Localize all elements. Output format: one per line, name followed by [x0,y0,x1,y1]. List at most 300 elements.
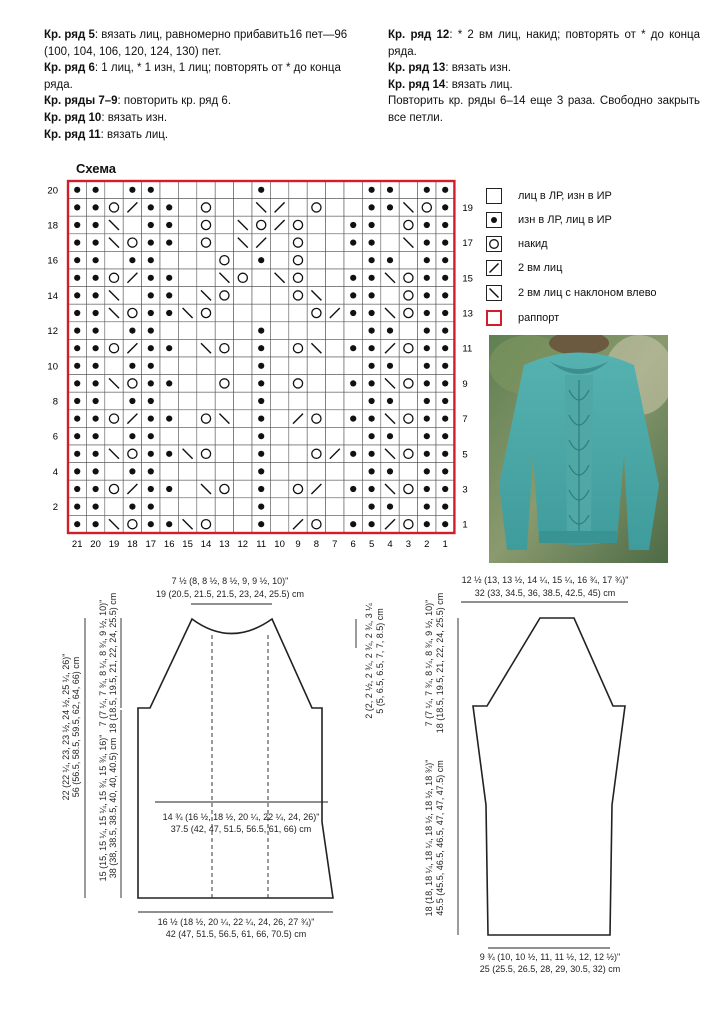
dot-icon [442,521,448,527]
sweater-photo [489,335,668,563]
column-label: 14 [200,539,212,550]
dot-icon [93,187,99,193]
dot-icon [350,240,356,246]
chart-cell [326,269,344,287]
chart-cell [307,427,325,445]
dot-icon [93,468,99,474]
chart-cell [178,357,196,375]
dot-icon [442,363,448,369]
dot-icon [148,204,154,210]
dot-icon [74,204,80,210]
chart-cell [289,304,307,322]
dim-sleeve-top-cm: 32 (33, 34.5, 36, 38.5, 42.5, 45) cm [474,588,616,598]
legend-item [486,186,612,206]
chart-cell [178,375,196,393]
dot-icon [74,451,80,457]
dim-armhole-in: 7 (7 ¼, 7 ¾, 8 ¼, 8 ¾, 9 ½, 10)" [98,599,108,727]
chart-cell [270,480,288,498]
dot-icon [166,222,172,228]
dot-icon [387,257,393,263]
column-label: 21 [71,539,83,550]
chart-cell [289,269,307,287]
dot-icon [74,292,80,298]
column-label: 8 [313,539,320,550]
dot-icon [424,468,430,474]
dot-icon [350,292,356,298]
chart-cell [270,357,288,375]
chart-cell [289,287,307,305]
dot-icon [387,204,393,210]
dot-icon [369,328,375,334]
dot-icon [369,310,375,316]
dim-neck-cm: 5 (5, 6.5, 6.5, 7, 7, 8.5) cm [375,608,385,714]
dim-cuff-cm: 25 (25.5, 26.5, 28, 29, 30.5, 32) cm [479,964,621,974]
row-text: : вязать изн. [445,62,512,75]
chart-cell [234,322,252,340]
dot-icon [369,257,375,263]
chart-cell [215,463,233,481]
column-label: 5 [368,539,375,550]
chart-cell [270,322,288,340]
dot-icon [424,380,430,386]
dot-icon [369,187,375,193]
dot-icon [369,486,375,492]
chart-cell [234,181,252,199]
chart-cell [270,304,288,322]
dot-icon [148,433,154,439]
chart-cell [215,375,233,393]
chart-cell [399,410,417,428]
chart-cell [326,463,344,481]
dot-icon [442,275,448,281]
row-label-left: 20 [47,185,58,197]
chart-cell [105,322,123,340]
legend-label: раппорт [518,312,560,324]
chart-cell [307,181,325,199]
chart-cell [307,375,325,393]
chart-cell [160,322,178,340]
chart-cell [307,322,325,340]
dot-icon [148,275,154,281]
chart-cell [105,199,123,217]
column-label: 12 [237,539,249,550]
dot-icon [93,504,99,510]
chart-cell [399,392,417,410]
schema-title: Схема [76,161,117,176]
chart-cell [399,339,417,357]
chart-cell [197,445,215,463]
chart-cell [307,515,325,533]
chart-cell [344,392,362,410]
chart-cell [307,216,325,234]
dot-icon [387,363,393,369]
chart-cell [289,427,307,445]
dim-chest-in: 14 ¾ (16 ½, 18 ½, 20 ¼, 22 ¼, 24, 26)" [162,812,320,822]
dot-icon [93,398,99,404]
chart-cell [252,304,270,322]
chart-cell [178,199,196,217]
row-label-right: 13 [462,308,473,320]
dot-icon [166,380,172,386]
dot-icon [166,451,172,457]
chart-cell [215,322,233,340]
chart-cell [234,427,252,445]
dot-icon [148,416,154,422]
chart-cell [289,181,307,199]
column-label: 3 [405,539,412,550]
chart-cell [178,498,196,516]
chart-cell [215,304,233,322]
chart-cell [178,480,196,498]
chart-cell [399,463,417,481]
dot-icon [148,240,154,246]
chart-cell [326,410,344,428]
chart-cell [326,339,344,357]
dot-icon [369,292,375,298]
dot-icon [166,345,172,351]
dot-icon [148,486,154,492]
chart-cell [197,375,215,393]
dot-icon [74,504,80,510]
dot-icon [74,187,80,193]
chart-cell [215,234,233,252]
dot-icon [369,240,375,246]
dot-icon [442,240,448,246]
dot-icon [424,257,430,263]
dot-icon [93,433,99,439]
dot-icon [369,468,375,474]
chart-cell [270,410,288,428]
row-label: Кр. ряд 14 [388,78,446,91]
dot-icon [350,275,356,281]
dim-neck-in: 2 (2, 2 ½, 2 ¾, 2 ¾, 2 ¾, 3 ¼ [364,603,374,719]
column-label: 19 [108,539,120,550]
dot-icon [424,433,430,439]
dim-length-in: 22 (22 ¼, 23, 23 ½, 24 ½, 25 ¼, 26)" [61,653,71,801]
chart-cell [289,322,307,340]
chart-cell [234,445,252,463]
dim-armhole-cm: 18 (18.5, 19.5, 21, 22, 24, 25.5) cm [108,592,118,734]
chart-cell [326,515,344,533]
dot-icon [424,240,430,246]
dot-icon [442,416,448,422]
dot-icon [258,451,264,457]
dot-icon [93,363,99,369]
chart-cell [178,339,196,357]
legend-label: 2 вм лиц с наклоном влево [518,287,657,299]
dot-icon [74,363,80,369]
dot-icon [369,204,375,210]
chart-cell [105,410,123,428]
chart-cell [289,199,307,217]
chart-cell [105,357,123,375]
column-label: 13 [219,539,230,550]
row-label-left: 8 [52,396,58,408]
dot-icon [74,275,80,281]
chart-cell [105,463,123,481]
dot-icon [424,486,430,492]
row-label-right: 19 [462,202,473,214]
chart-cell [178,392,196,410]
chart-cell [234,375,252,393]
chart-cell [178,463,196,481]
dot-icon [93,486,99,492]
chart-cell [160,392,178,410]
chart-cell [197,251,215,269]
chart-cell [289,498,307,516]
chart-cell [215,287,233,305]
dot-icon [129,433,135,439]
chart-cell [197,498,215,516]
chart-cell [307,357,325,375]
dot-icon [369,363,375,369]
chart-cell [326,427,344,445]
dot-icon [424,222,430,228]
chart-cell [234,498,252,516]
row-label-left: 10 [47,361,58,373]
dot-icon [442,398,448,404]
chart-cell [234,480,252,498]
chart-cell [289,375,307,393]
chart-cell [344,251,362,269]
chart-cell [215,181,233,199]
row-label-right: 7 [462,414,468,426]
chart-cell [326,199,344,217]
column-label: 1 [442,539,448,550]
dot-icon [93,204,99,210]
dot-icon [166,521,172,527]
row-text: Повторить кр. ряды 6–14 еще 3 раза. Свободно закрыть все петли. [388,95,700,124]
body-outline [138,619,333,898]
dot-icon [258,416,264,422]
dot-icon [442,257,448,263]
chart-cell [197,181,215,199]
row-label: Кр. ряд 13 [388,62,446,75]
dot-icon [148,222,154,228]
legend-item [486,258,562,278]
chart-cell [399,287,417,305]
chart-cell [326,322,344,340]
chart-cell [289,357,307,375]
dot-icon [74,521,80,527]
dot-icon [74,468,80,474]
chart-cell [326,357,344,375]
row-label-right: 3 [462,484,468,496]
dot-icon [93,222,99,228]
chart-cell [178,181,196,199]
dot-icon [369,398,375,404]
column-label: 6 [350,539,356,550]
column-label: 9 [295,539,301,550]
chart-cell [178,234,196,252]
empty-square-icon [486,188,502,204]
chart-cell [270,181,288,199]
dot-icon [424,451,430,457]
chart-cell [215,392,233,410]
chart-cell [197,392,215,410]
row-label-right: 9 [462,378,468,390]
chart-cell [270,427,288,445]
row-label-left: 2 [52,502,58,514]
dot-icon [166,204,172,210]
dot-icon [258,433,264,439]
row-text: : * 2 вм лиц, накид; повторять от * до конца ряда. [388,29,700,58]
dot-icon [424,328,430,334]
chart-cell [399,375,417,393]
dot-icon [387,504,393,510]
legend-item [486,308,559,328]
dot-icon [442,451,448,457]
dot-icon [258,187,264,193]
chart-cell [234,392,252,410]
dim-top-width-cm: 19 (20.5, 21.5, 21.5, 23, 24, 25.5) cm [155,589,305,599]
row-label-right: 15 [462,273,473,285]
dot-icon [93,292,99,298]
chart-cell [105,251,123,269]
dot-icon [424,416,430,422]
chart-cell [418,199,436,217]
chart-cell [105,498,123,516]
chart-cell [105,392,123,410]
row-text: : 1 лиц, * 1 изн, 1 лиц; повторять от * до конца ряда. [44,62,341,91]
dot-icon [424,363,430,369]
chart-cell [326,216,344,234]
chart-cell [270,234,288,252]
row-label: Кр. ряд 5 [44,29,95,41]
dot-icon [442,345,448,351]
chart-cell [270,392,288,410]
legend-item [486,210,612,230]
dot-icon [424,275,430,281]
dot-icon [442,328,448,334]
chart-cell [252,216,270,234]
chart-cell [399,357,417,375]
dot-icon [74,433,80,439]
chart-cell [307,445,325,463]
column-label: 20 [90,539,101,550]
dot-icon [74,398,80,404]
slash-right-icon [486,260,502,276]
chart-cell [215,480,233,498]
chart-cell [197,410,215,428]
dot-icon [166,275,172,281]
chart-cell [123,287,141,305]
row-text: : вязать лиц. [445,78,513,91]
dot-icon [93,451,99,457]
dot-icon [93,521,99,527]
dot-icon [148,363,154,369]
dot-icon [442,222,448,228]
chart-cell [289,234,307,252]
dot-icon [424,398,430,404]
chart-cell [289,216,307,234]
dot-icon [129,468,135,474]
dot-icon [148,187,154,193]
chart-cell [307,304,325,322]
row-label: Кр. ряды 7–9 [44,95,118,108]
chart-cell [344,199,362,217]
dot-icon [74,310,80,316]
chart-cell [399,269,417,287]
dot-icon [166,310,172,316]
chart-cell [307,410,325,428]
row-text: : повторить кр. ряд 6. [117,95,232,108]
dot-icon [369,504,375,510]
dim-cap-cm: 18 (18.5, 19.5, 21, 22, 24, 25.5) cm [435,592,445,734]
chart-cell [197,216,215,234]
chart-cell [399,498,417,516]
chart-cell [160,463,178,481]
dot-icon [166,486,172,492]
dot-icon [74,328,80,334]
chart-cell [215,357,233,375]
chart-cell [234,410,252,428]
chart-cell [215,498,233,516]
chart-cell [289,392,307,410]
dot-icon [442,380,448,386]
dot-icon [74,222,80,228]
dot-icon [258,398,264,404]
dot-icon [148,398,154,404]
dim-sleeve-length-in: 18 (18, 18 ¼, 18 ¼, 18 ½, 18 ½, 18 ¾)" [424,759,434,917]
dot-icon [258,363,264,369]
dot-icon [442,204,448,210]
dot-icon [442,310,448,316]
dot-icon [350,380,356,386]
dot-icon [442,504,448,510]
dot-icon [93,416,99,422]
dot-icon [387,328,393,334]
dot-icon [387,187,393,193]
dim-cap-in: 7 (7 ¼, 7 ¾, 8 ¼, 8 ¾, 9 ½, 10)" [424,599,434,727]
dot-icon [350,486,356,492]
chart-cell [160,357,178,375]
dot-icon [129,328,135,334]
dot-icon [166,292,172,298]
chart-cell [178,410,196,428]
row-label: Кр. ряд 10 [44,111,102,124]
dot-icon [258,468,264,474]
dim-side-in: 15 (15, 15 ¼, 15 ¼, 15 ¾, 15 ¾, 16)" [98,734,108,882]
row-label-left: 16 [47,255,58,267]
chart-cell [252,269,270,287]
chart-cell [399,445,417,463]
dot-icon [148,257,154,263]
legend-item [486,283,657,303]
dot-icon [166,240,172,246]
chart-cell [197,269,215,287]
dot-icon [148,504,154,510]
chart-cell [289,251,307,269]
dot-icon [424,521,430,527]
dim-sleeve-top-in: 12 ½ (13, 13 ½, 14 ¼, 15 ¼, 16 ¾, 17 ¾)" [461,575,629,585]
dot-icon [166,416,172,422]
chart-cell [270,375,288,393]
chart-cell [105,269,123,287]
column-label: 4 [387,539,393,550]
dot-icon [258,328,264,334]
chart-cell [215,251,233,269]
dot-icon [74,345,80,351]
chart-cell [123,234,141,252]
dot-icon [129,363,135,369]
row-label-right: 1 [462,519,468,531]
chart-cell [344,357,362,375]
dot-icon [442,486,448,492]
dot-icon [258,345,264,351]
chart-cell [178,216,196,234]
legend-label: накид [518,238,548,250]
